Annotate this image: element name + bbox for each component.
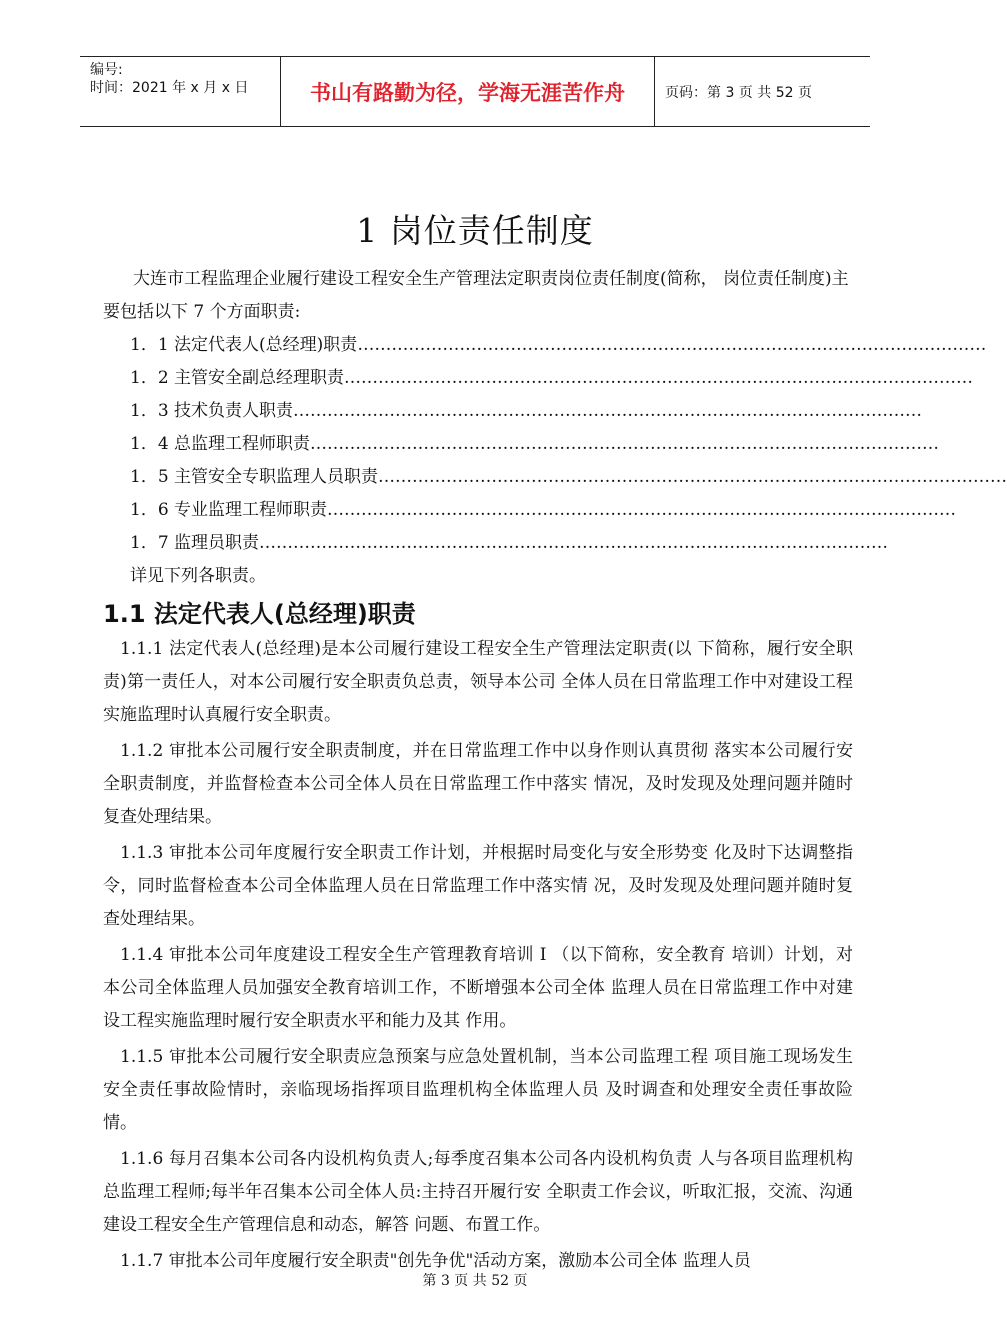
- page-header: [80, 56, 870, 127]
- toc-item-label: 1．4 总监理工程师职责: [130, 434, 311, 454]
- clause-paragraph: 1.1.3 审批本公司年度履行安全职责工作计划，并根据时局变化与安全形势变 化及时下达调整指令，同时监督检查本公司全体监理人员在日常监理工作中落实情 况，及时发现及处理问题并随时复查处理结果。: [103, 843, 853, 929]
- toc-item: [130, 395, 923, 428]
- header-motto: 书山有路勤为径，学海无涯苦作舟: [281, 57, 655, 126]
- toc-item: [130, 494, 957, 527]
- toc-item-label: 1．6 专业监理工程师职责: [130, 500, 328, 520]
- clause-paragraph: 1.1.5 审批本公司履行安全职责应急预案与应急处置机制，当本公司监理工程 项目施工现场发生安全责任事故险情时，亲临现场指挥项目监理机构全体监理人员 及时调查和处理安全责任事故险情。: [103, 1047, 853, 1133]
- section-body: [103, 633, 853, 1281]
- clause-paragraph: 1.1.2 审批本公司履行安全职责制度，并在日常监理工作中以身作则认真贯彻 落实本公司履行安全职责制度，并监督检查本公司全体人员在日常监理工作中落实 情况，及时发现及处理问题并随时复查处理结果。: [103, 741, 853, 827]
- clause-paragraph: 1.1.4 审批本公司年度建设工程安全生产管理教育培训 I （以下简称，安全教育 培训）计划，对本公司全体监理人员加强安全教育培训工作，不断增强本公司全体 监理人员在日常监理工作中对建设工程实施监理时履行安全职责水平和能力及其 作用。: [103, 945, 853, 1031]
- toc-item-label: 1．3 技术负责人职责: [130, 401, 294, 421]
- intro-paragraph: 大连市工程监理企业履行建设工程安全生产管理法定职责岗位责任制度(简称， 岗位责任制度)主要包括以下 7 个方面职责:: [103, 269, 849, 322]
- toc-item: [130, 461, 1007, 494]
- toc-leader-dots: …………………………………………………………………………………………………: [327, 500, 957, 520]
- toc-item-label: 1．2 主管安全副总经理职责: [130, 368, 345, 388]
- toc-item-label: 1．5 主管安全专职监理人员职责: [130, 467, 379, 487]
- toc-item: [130, 428, 940, 461]
- toc-leader-dots: …………………………………………………………………………………………………: [344, 368, 974, 388]
- section-heading: 1.1 法定代表人(总经理)职责: [103, 600, 416, 628]
- toc-item: [130, 329, 987, 362]
- toc-item-label: 1．7 监理员职责: [130, 533, 260, 553]
- clause-paragraph: 1.1.1 法定代表人(总经理)是本公司履行建设工程安全生产管理法定职责(以 下简称，履行安全职责)第一责任人，对本公司履行安全职责负总责，领导本公司 全体人员在日常监理工作中对建设工程实施监理时认真履行安全职责。: [103, 639, 853, 725]
- toc-leader-dots: …………………………………………………………………………………………………: [259, 533, 889, 553]
- toc-item-label: 1．1 法定代表人(总经理)职责: [130, 335, 358, 355]
- toc-leader-dots: …………………………………………………………………………………………………: [357, 335, 987, 355]
- clause-paragraph: 1.1.6 每月召集本公司各内设机构负责人;每季度召集本公司各内设机构负责 人与各项目监理机构总监理工程师;每半年召集本公司全体人员:主持召开履行安 全职责工作会议，听取汇报，交流、沟通建设工程安全生产管理信息和动态，解答 问题、布置工作。: [103, 1149, 853, 1235]
- header-meta: [80, 57, 281, 126]
- toc-leader-dots: …………………………………………………………………………………………………: [378, 467, 1007, 487]
- toc-leader-dots: …………………………………………………………………………………………………: [310, 434, 940, 454]
- clause-paragraph: 1.1.7 审批本公司年度履行安全职责"创先争优"活动方案，激励本公司全体 监理人员: [120, 1251, 751, 1271]
- header-page-info: 页码：第 3 页 共 52 页: [665, 84, 812, 101]
- toc-list: [130, 329, 1007, 560]
- toc-item: [130, 527, 889, 560]
- document-title: 1 岗位责任制度: [356, 211, 594, 250]
- document-time: 时间：2021 年 x 月 x 日: [90, 80, 249, 96]
- toc-leader-dots: …………………………………………………………………………………………………: [293, 401, 923, 421]
- page-footer: 第 3 页 共 52 页: [422, 1273, 528, 1289]
- detail-note: 详见下列各职责。: [130, 566, 266, 586]
- toc-item: [130, 362, 974, 395]
- document-number-label: 编号:: [90, 62, 123, 78]
